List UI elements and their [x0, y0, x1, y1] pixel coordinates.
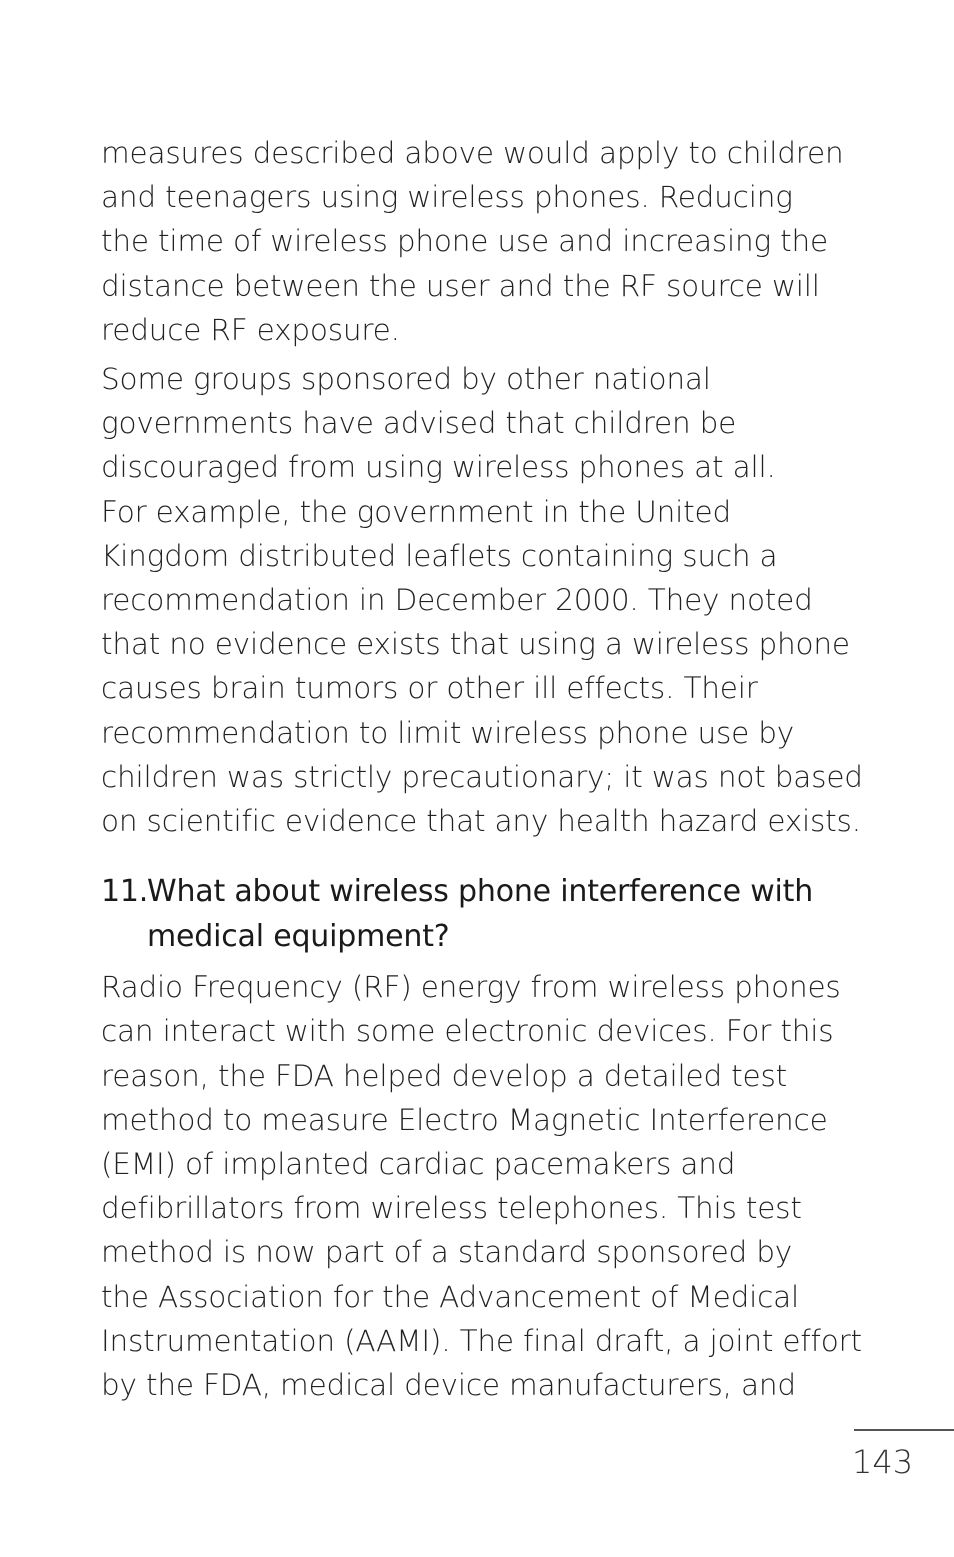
page-number: 143 [852, 1443, 914, 1481]
section-heading [101, 869, 901, 959]
section-title [147, 869, 813, 959]
text-line: method to measure Electro Magnetic Interference [101, 1102, 828, 1137]
text-line: defibrillators from wireless telephones. This test [101, 1191, 802, 1226]
text-line: Instrumentation (AAMI). The final draft, a joint effort [101, 1323, 862, 1358]
text-line: that no evidence exists that using a wireless phone [101, 627, 850, 662]
text-line: For example, the government in the United [101, 494, 731, 529]
text-line: Some groups sponsored by other national [101, 362, 711, 397]
text-line: distance between the user and the RF source will [101, 268, 820, 303]
text-line: children was strictly precautionary; it was not based [101, 759, 863, 794]
section-number: 11. [101, 874, 149, 910]
text-line: on scientific evidence that any health hazard exists. [101, 804, 861, 839]
text-line: reason, the FDA helped develop a detailed test [101, 1058, 788, 1093]
text-line: discouraged from using wireless phones at all. [101, 450, 776, 485]
text-line: causes brain tumors or other ill effects. Their [101, 671, 758, 706]
text-line: the time of wireless phone use and increasing the [101, 224, 828, 259]
text-line: recommendation to limit wireless phone use by [101, 715, 795, 750]
text-line: recommendation in December 2000. They noted [101, 583, 813, 618]
footer-divider [854, 1429, 954, 1431]
text-line: can interact with some electronic devices. For this [101, 1014, 834, 1049]
text-line: governments have advised that children be [101, 406, 737, 441]
text-line: (EMI) of implanted cardiac pacemakers and [101, 1147, 736, 1182]
text-line: Kingdom distributed leaflets containing such a [101, 538, 778, 573]
text-line: measures described above would apply to children [101, 136, 844, 170]
text-line: by the FDA, medical device manufacturers, and [101, 1368, 796, 1403]
page-content [101, 131, 901, 1407]
text-line: Radio Frequency (RF) energy from wireless phones [101, 970, 841, 1005]
paragraph-national-governments [101, 357, 901, 843]
section-title-line: medical equipment? [147, 919, 450, 955]
paragraph-children-measures [101, 131, 901, 352]
text-line: method is now part of a standard sponsored by [101, 1235, 793, 1270]
text-line: reduce RF exposure. [101, 312, 400, 347]
text-line: the Association for the Advancement of Medical [101, 1279, 800, 1314]
text-line: and teenagers using wireless phones. Reducing [101, 180, 793, 215]
paragraph-rf-interference [101, 965, 901, 1407]
section-title-line: What about wireless phone interference with [147, 874, 814, 910]
